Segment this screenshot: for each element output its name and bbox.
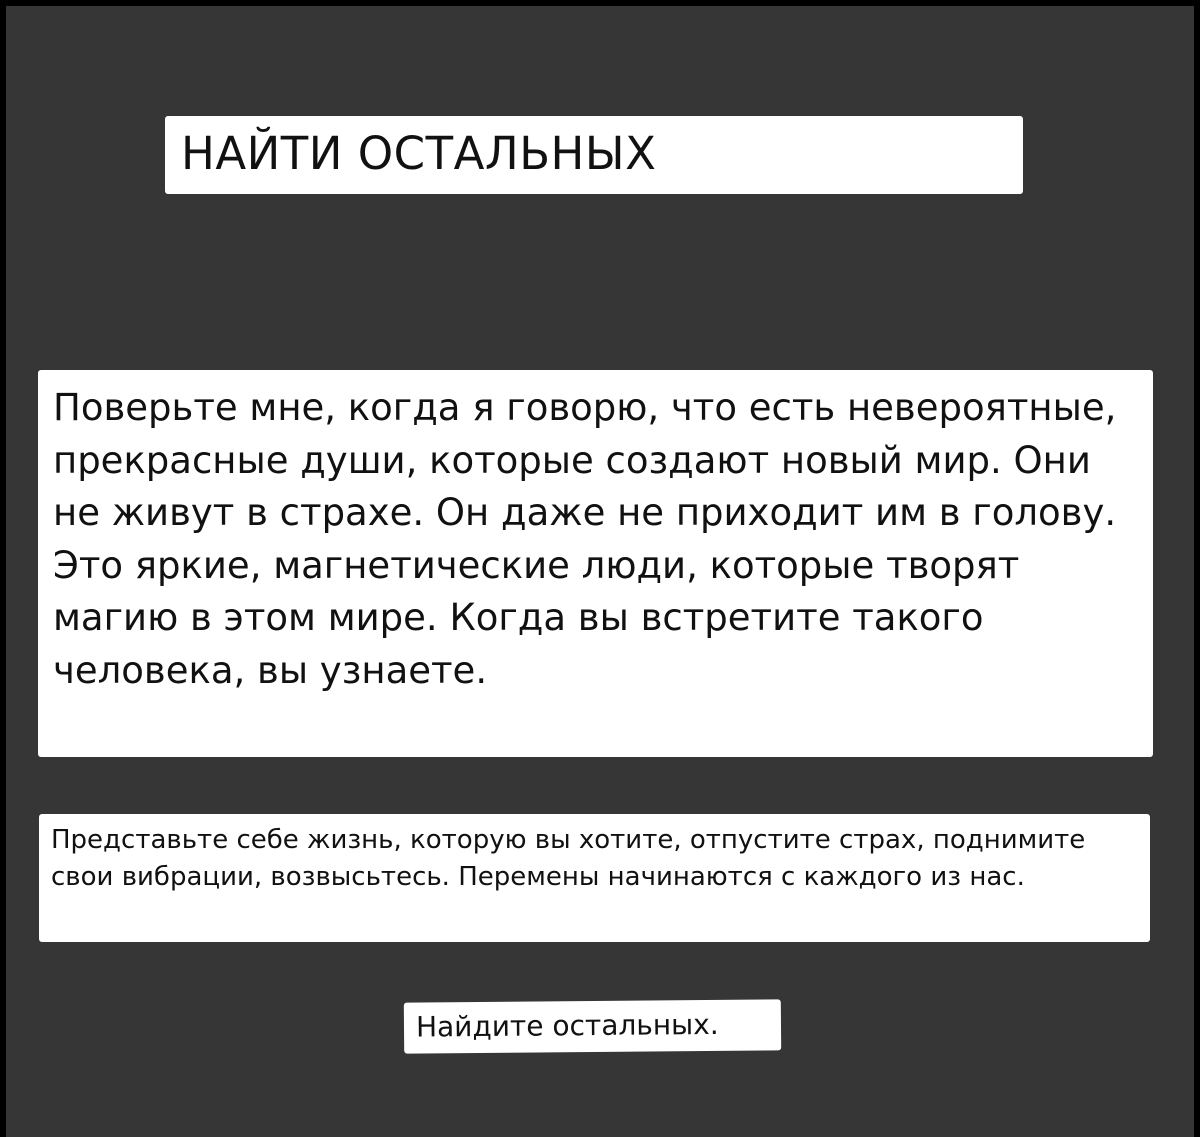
quote-text: Поверьте мне, когда я говорю, что есть невероятные, прекрасные души, которые создают новый мир. Они не живут в страхе. Он даже не приходит им в голову. Это яркие, магнетические люди, которые творят магию в этом мире. Когда вы встретите такого человека, вы узнаете. — [38, 370, 1153, 757]
slide-page — [6, 6, 1194, 1137]
message-text: Представьте себе жизнь, которую вы хотите, отпустите страх, поднимите свои вибрации, возвысьтесь. Перемены начинаются с каждого из нас. — [39, 814, 1150, 942]
title-label: НАЙТИ ОСТАЛЬНЫХ — [165, 116, 1023, 194]
call-to-action-label: Найдите остальных. — [404, 999, 781, 1053]
